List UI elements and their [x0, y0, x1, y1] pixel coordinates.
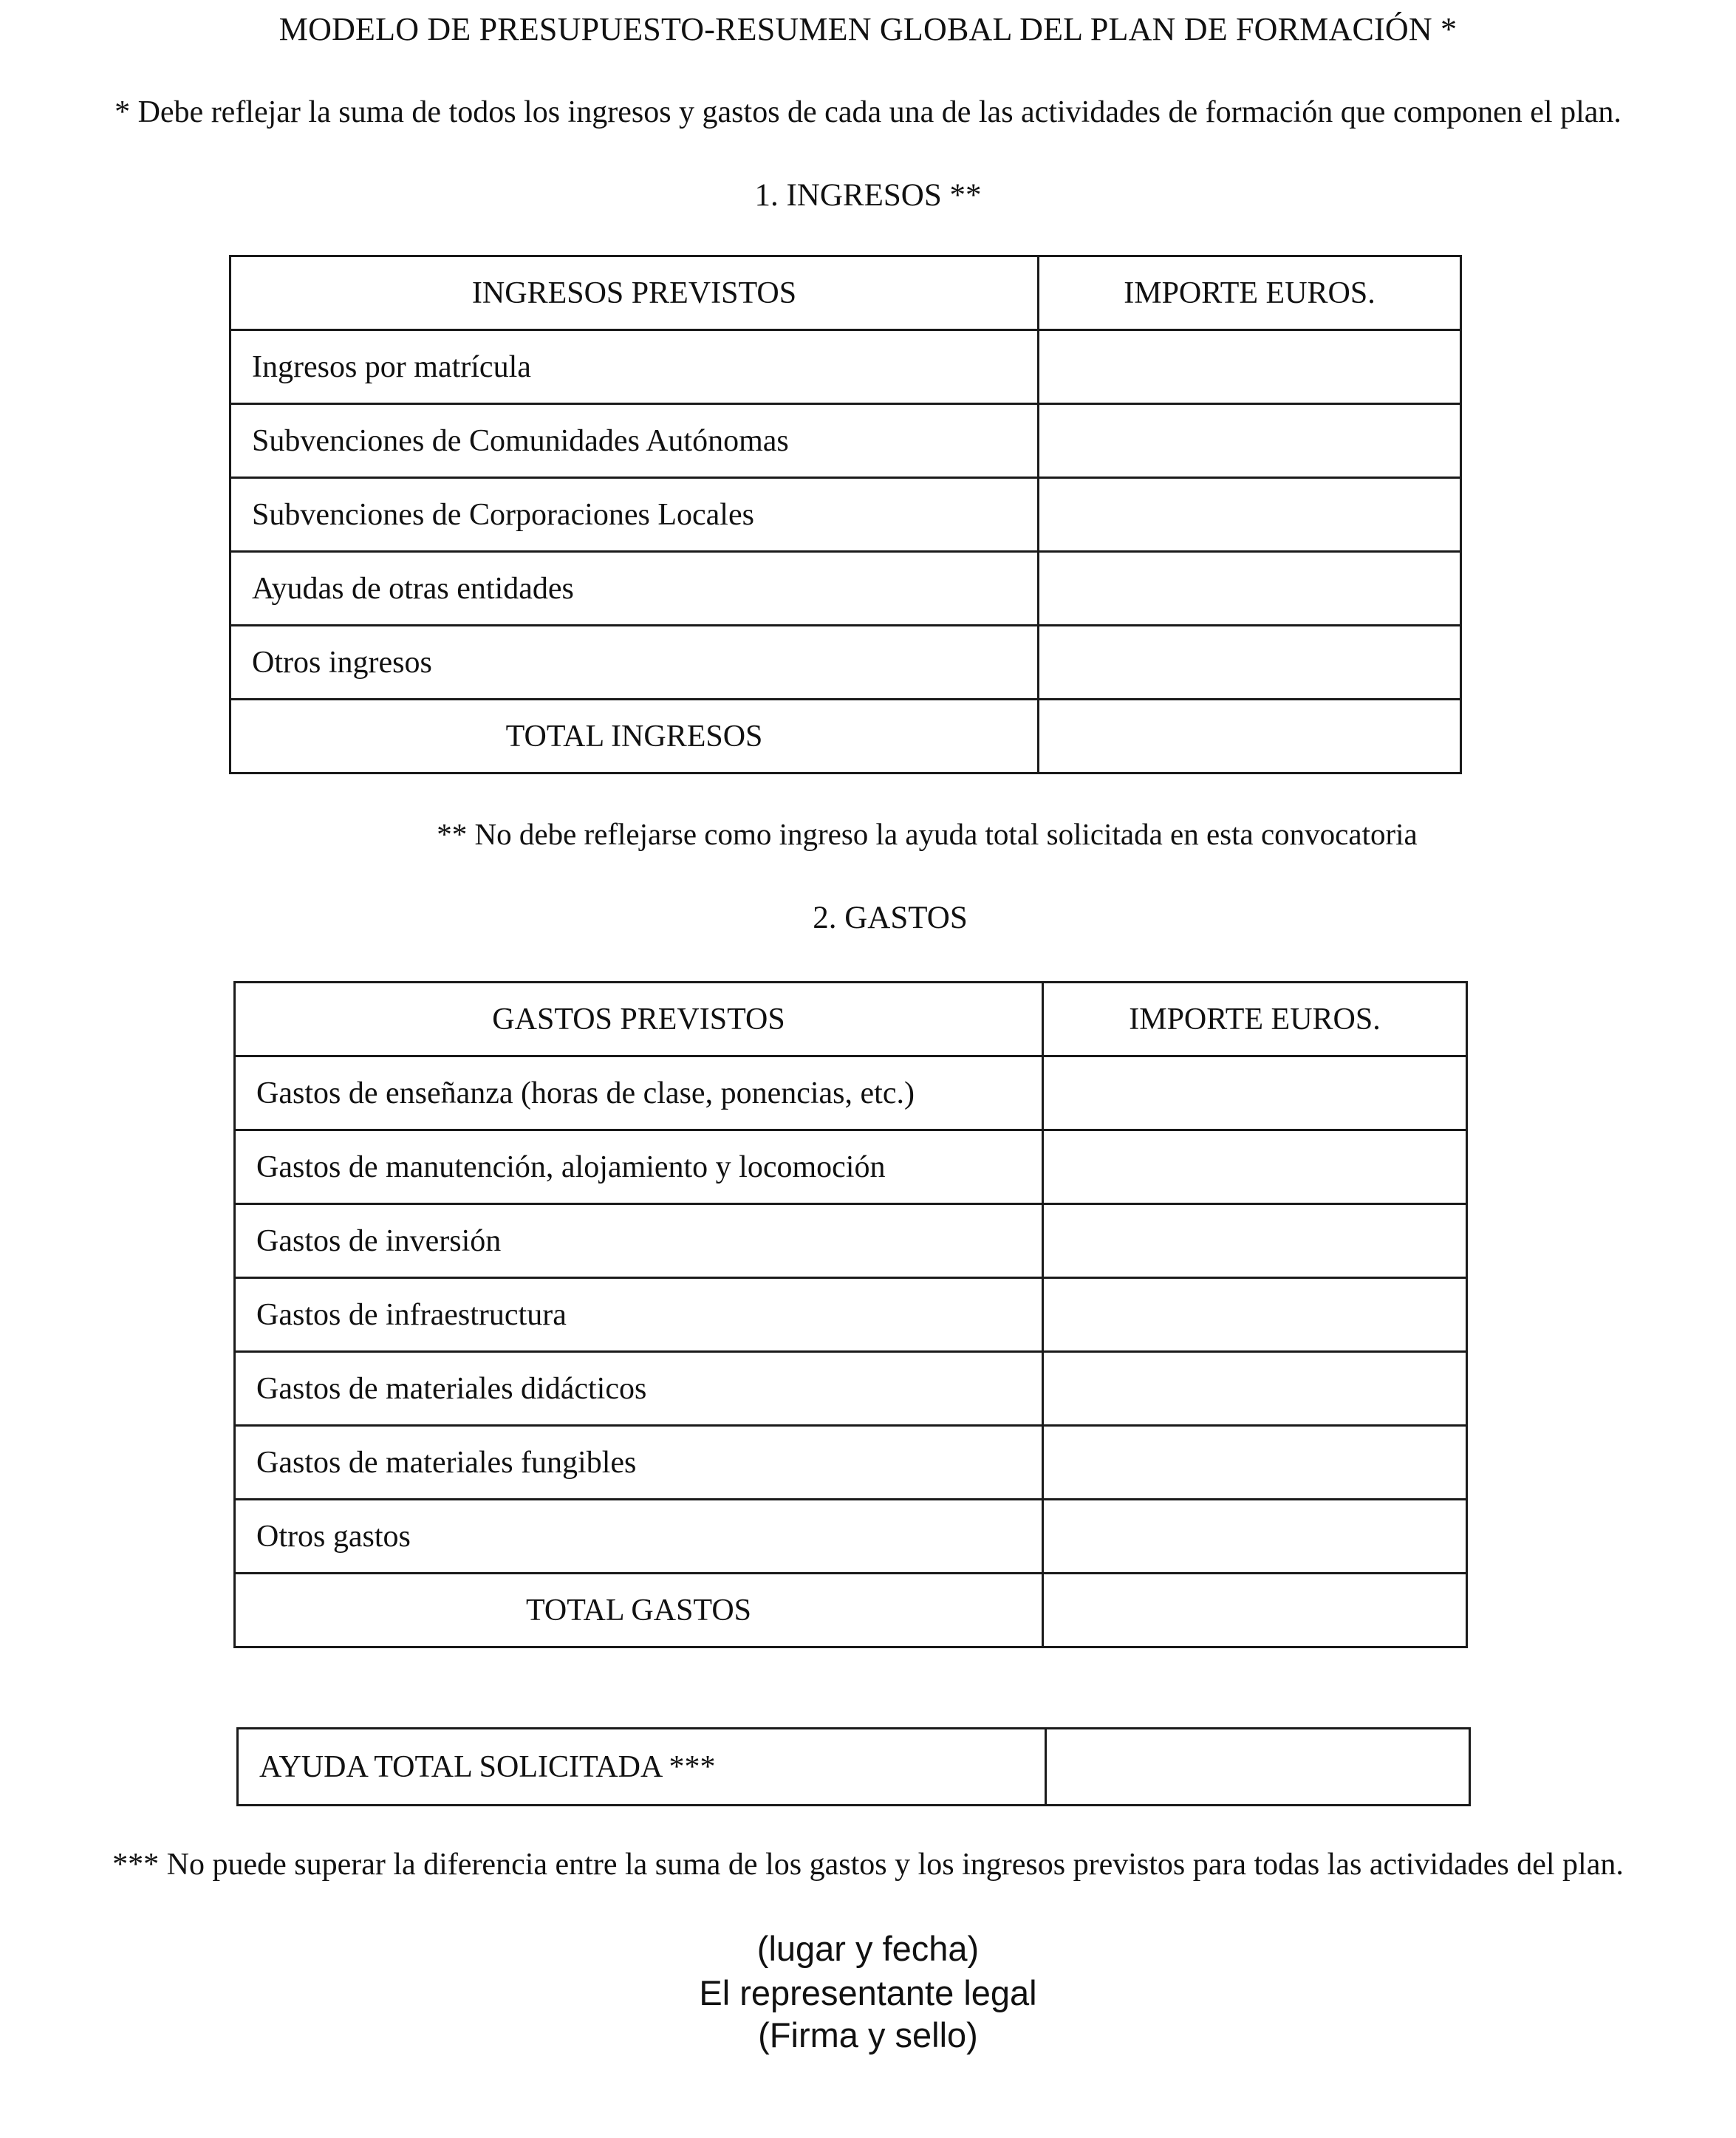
- gastos-section-title: 2. GASTOS: [813, 901, 968, 935]
- table-row: [230, 552, 1461, 626]
- gastos-row-concept: Gastos de materiales fungibles: [235, 1426, 1043, 1500]
- gastos-row-amount-field[interactable]: [1043, 1056, 1467, 1130]
- total-gastos-label: TOTAL GASTOS: [235, 1574, 1043, 1647]
- total-row: [230, 700, 1461, 773]
- table-row: [235, 1426, 1467, 1500]
- gastos-row-amount-field[interactable]: [1043, 1352, 1467, 1426]
- table-header-row: [235, 983, 1467, 1056]
- ingresos-header-amount: IMPORTE EUROS.: [1039, 256, 1461, 330]
- ingresos-row-concept: Otros ingresos: [230, 626, 1039, 700]
- table-row: [235, 1278, 1467, 1352]
- table-row: [235, 1056, 1467, 1130]
- table-row: [235, 1500, 1467, 1574]
- signature-seal-line: (Firma y sello): [758, 2015, 978, 2055]
- gastos-row-concept: Otros gastos: [235, 1500, 1043, 1574]
- document-title: MODELO DE PRESUPUESTO-RESUMEN GLOBAL DEL PLAN DE FORMACIÓN *: [278, 11, 1458, 47]
- table-header-row: [230, 256, 1461, 330]
- total-ingresos-amount-field[interactable]: [1039, 700, 1461, 773]
- ingresos-row-concept: Ingresos por matrícula: [230, 330, 1039, 404]
- ingresos-row-amount-field[interactable]: [1039, 330, 1461, 404]
- gastos-row-amount-field[interactable]: [1043, 1204, 1467, 1278]
- ingresos-table: [229, 255, 1462, 774]
- ingresos-footnote: ** No debe reflejarse como ingreso la ayuda total solicitada en esta convocatoria: [437, 817, 1418, 851]
- ingresos-row-amount-field[interactable]: [1039, 404, 1461, 478]
- gastos-row-concept: Gastos de inversión: [235, 1204, 1043, 1278]
- table-row: [230, 330, 1461, 404]
- legal-representative-line: El representante legal: [699, 1973, 1037, 2012]
- gastos-row-amount-field[interactable]: [1043, 1500, 1467, 1574]
- ayuda-total-amount-field[interactable]: [1046, 1729, 1470, 1806]
- place-date-line: (lugar y fecha): [756, 1929, 980, 1968]
- table-row: [235, 1130, 1467, 1204]
- gastos-row-concept: Gastos de infraestructura: [235, 1278, 1043, 1352]
- ingresos-row-amount-field[interactable]: [1039, 478, 1461, 552]
- ayuda-row: [238, 1729, 1470, 1806]
- ingresos-header-concept: INGRESOS PREVISTOS: [230, 256, 1039, 330]
- ingresos-row-concept: Ayudas de otras entidades: [230, 552, 1039, 626]
- table-row: [235, 1352, 1467, 1426]
- sum-note: * Debe reflejar la suma de todos los ingresos y gastos de cada una de las actividades de formación que componen el plan.: [115, 95, 1621, 129]
- ingresos-row-concept: Subvenciones de Comunidades Autónomas: [230, 404, 1039, 478]
- total-gastos-amount-field[interactable]: [1043, 1574, 1467, 1647]
- ayuda-footnote: *** No puede superar la diferencia entre la suma de los gastos y los ingresos previstos para todas las actividades del plan.: [112, 1848, 1624, 1882]
- table-row: [230, 478, 1461, 552]
- gastos-row-concept: Gastos de materiales didácticos: [235, 1352, 1043, 1426]
- ingresos-row-amount-field[interactable]: [1039, 626, 1461, 700]
- gastos-header-concept: GASTOS PREVISTOS: [235, 983, 1043, 1056]
- ayuda-table: [236, 1727, 1471, 1806]
- gastos-row-amount-field[interactable]: [1043, 1278, 1467, 1352]
- gastos-row-amount-field[interactable]: [1043, 1426, 1467, 1500]
- table-row: [230, 626, 1461, 700]
- ingresos-row-concept: Subvenciones de Corporaciones Locales: [230, 478, 1039, 552]
- gastos-row-concept: Gastos de enseñanza (horas de clase, ponencias, etc.): [235, 1056, 1043, 1130]
- total-ingresos-label: TOTAL INGRESOS: [230, 700, 1039, 773]
- table-row: [235, 1204, 1467, 1278]
- ayuda-total-label: AYUDA TOTAL SOLICITADA ***: [238, 1729, 1046, 1806]
- gastos-row-amount-field[interactable]: [1043, 1130, 1467, 1204]
- gastos-table: [233, 981, 1468, 1648]
- table-row: [230, 404, 1461, 478]
- ingresos-row-amount-field[interactable]: [1039, 552, 1461, 626]
- gastos-header-amount: IMPORTE EUROS.: [1043, 983, 1467, 1056]
- gastos-row-concept: Gastos de manutención, alojamiento y locomoción: [235, 1130, 1043, 1204]
- total-row: [235, 1574, 1467, 1647]
- ingresos-section-title: 1. INGRESOS **: [754, 178, 982, 213]
